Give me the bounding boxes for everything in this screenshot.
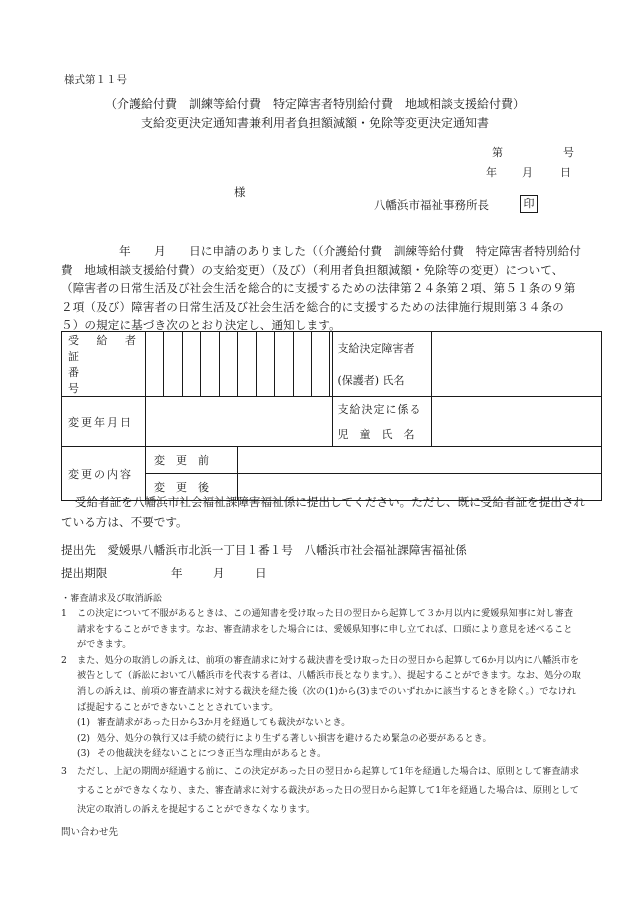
appeal-item-2-number: 2 — [61, 654, 67, 666]
appeal-subitem-2 — [77, 731, 581, 747]
contact-label: 問い合わせ先 — [61, 827, 119, 838]
disabled-person-name-field[interactable] — [431, 332, 601, 397]
appeal-subitem-2-number: (2) — [77, 732, 91, 744]
appeal-item-2-text: また、処分の取消しの訴えは、前項の審査請求に対する裁決書を受け取った日の翌日から起算して6か月以内に八幡浜市を被告として（訴訟において八幡浜市を代表する者は、八幡浜市長となります。）、提起することができます。なお、処分の取消しの訴えは、前項の審査請求に対する裁決を経た後（次の(1)から(3)までのいずれかに該当するときを除く。）でなければ提起することができないこととされています。 — [77, 654, 581, 713]
appeal-subitem-2-text: 処分、処分の執行又は手続の続行により生ずる著しい損害を避けるため緊急の必要があるとき。 — [97, 732, 492, 744]
after-change-label: 変 更 後 — [146, 474, 238, 501]
appeal-item-1-text: この決定について不服があるときは、この通知書を受け取った日の翌日から起算して３か月以内に愛媛県知事に対し審査請求をすることができます。なお、審査請求をした場合には、愛媛県知事に申し立てれば、口頭により意見を述べることができます。 — [77, 608, 573, 651]
change-content-label: 変更の内容 — [62, 447, 146, 501]
issue-date-day: 日 — [560, 166, 571, 179]
child-name-field[interactable] — [431, 397, 601, 447]
document-number-suffix: 号 — [563, 146, 574, 159]
decision-paragraph — [61, 242, 581, 335]
appeal-section — [61, 606, 581, 819]
appeal-item-3-text: ただし、上記の期間が経過する前に、この決定があった日の翌日から起算して1年を経過した場合は、原則として審査請求することができなくなり、また、審査請求に対する裁決があった日の翌日から起算して1年を経過した場合は、原則として決定の取消しの訴えを提起することができなくなります。 — [77, 765, 579, 815]
recipient-id-digit[interactable] — [164, 332, 182, 397]
deadline-year: 年 — [171, 566, 183, 580]
appeal-subitem-1 — [77, 715, 581, 731]
recipient-id-digit[interactable] — [146, 332, 164, 397]
recipient-id-digit[interactable] — [182, 332, 200, 397]
submission-address: 提出先 愛媛県八幡浜市北浜一丁目１番１号 八幡浜市社会福祉課障害福祉係 — [61, 543, 467, 557]
document-title: 支給変更決定通知書兼利用者負担額減額・免除等変更決定通知書 — [140, 116, 489, 130]
recipient-id-digit[interactable] — [256, 332, 274, 397]
recipient-id-label-2: 番 号 — [62, 364, 146, 397]
appeal-subitem-3-text: その他裁決を経ないことにつき正当な理由があるとき。 — [97, 748, 327, 760]
deadline-day: 日 — [255, 566, 267, 580]
appeal-item-3 — [61, 762, 581, 819]
change-date-label: 変更年月日 — [62, 397, 146, 447]
addressee-suffix: 様 — [234, 185, 246, 199]
submission-notice-text: 受給者証を八幡浜市社会福祉課障害福祉係に提出してください。ただし、既に受給者証を提出されている方は、不要です。 — [61, 495, 586, 529]
issue-date-month: 月 — [522, 166, 533, 179]
appeal-item-3-number: 3 — [61, 765, 67, 777]
issue-date-year: 年 — [486, 166, 497, 179]
before-change-label: 変 更 前 — [146, 447, 238, 474]
appeal-subitem-1-text: 審査請求があった日から3か月を経過しても裁決がないとき。 — [97, 717, 351, 729]
appeal-item-2 — [61, 653, 581, 715]
recipient-id-digit[interactable] — [201, 332, 219, 397]
recipient-id-digit[interactable] — [311, 332, 329, 397]
recipient-id-label: 受 給 者 証 — [62, 332, 146, 365]
child-label-2: 児 童 氏 名 — [333, 422, 431, 447]
appeal-subitem-3 — [77, 746, 581, 762]
submission-notice — [61, 492, 591, 532]
child-label: 支給決定に係る — [333, 397, 431, 422]
seal-mark: 印 — [520, 195, 538, 213]
issue-date — [486, 164, 571, 180]
recipient-id-digit[interactable] — [293, 332, 311, 397]
disabled-person-label-2: (保護者) 氏名 — [333, 364, 431, 397]
appeal-subitem-1-number: (1) — [77, 717, 91, 729]
recipient-id-digit[interactable] — [275, 332, 293, 397]
recipient-id-digit[interactable] — [238, 332, 256, 397]
title-benefit-types: （介護給付費 訓練等給付費 特定障害者特別給付費 地域相談支援給付費） — [104, 97, 525, 111]
decision-table — [61, 331, 602, 501]
appeal-heading: ・審査請求及び取消訴訟 — [61, 593, 163, 604]
issuer-name: 八幡浜市福祉事務所長 — [374, 198, 489, 212]
appeal-subitem-3-number: (3) — [77, 748, 91, 760]
before-change-field[interactable] — [238, 447, 602, 474]
document-number-label: 第 — [492, 146, 503, 159]
appeal-item-1-number: 1 — [61, 608, 67, 619]
disabled-person-label: 支給決定障害者 — [333, 332, 431, 365]
change-date-field[interactable] — [146, 397, 333, 447]
recipient-id-digit[interactable] — [219, 332, 237, 397]
deadline-month: 月 — [213, 566, 225, 580]
decision-paragraph-text: 年 月 日に申請のありました（（介護給付費 訓練等給付費 特定障害者特別給付費 地域相談支援給付費）の支給変更）（及び）（利用者負担額減額・免除等の変更）について、（障害者の日常生活及び社会生活を総合的に支援するための法律第２４条第２項、第５１条の９第２項（及び）障害者の日常生活及び社会生活を総合的に支援するための法律施行規則第３４条の５）の規定に基づき次のとおり決定し、通知します。 — [61, 244, 581, 332]
deadline-label: 提出期限 — [61, 566, 108, 580]
submission-deadline — [61, 565, 267, 581]
form-number: 様式第１１号 — [64, 74, 127, 86]
appeal-item-1 — [61, 606, 581, 653]
